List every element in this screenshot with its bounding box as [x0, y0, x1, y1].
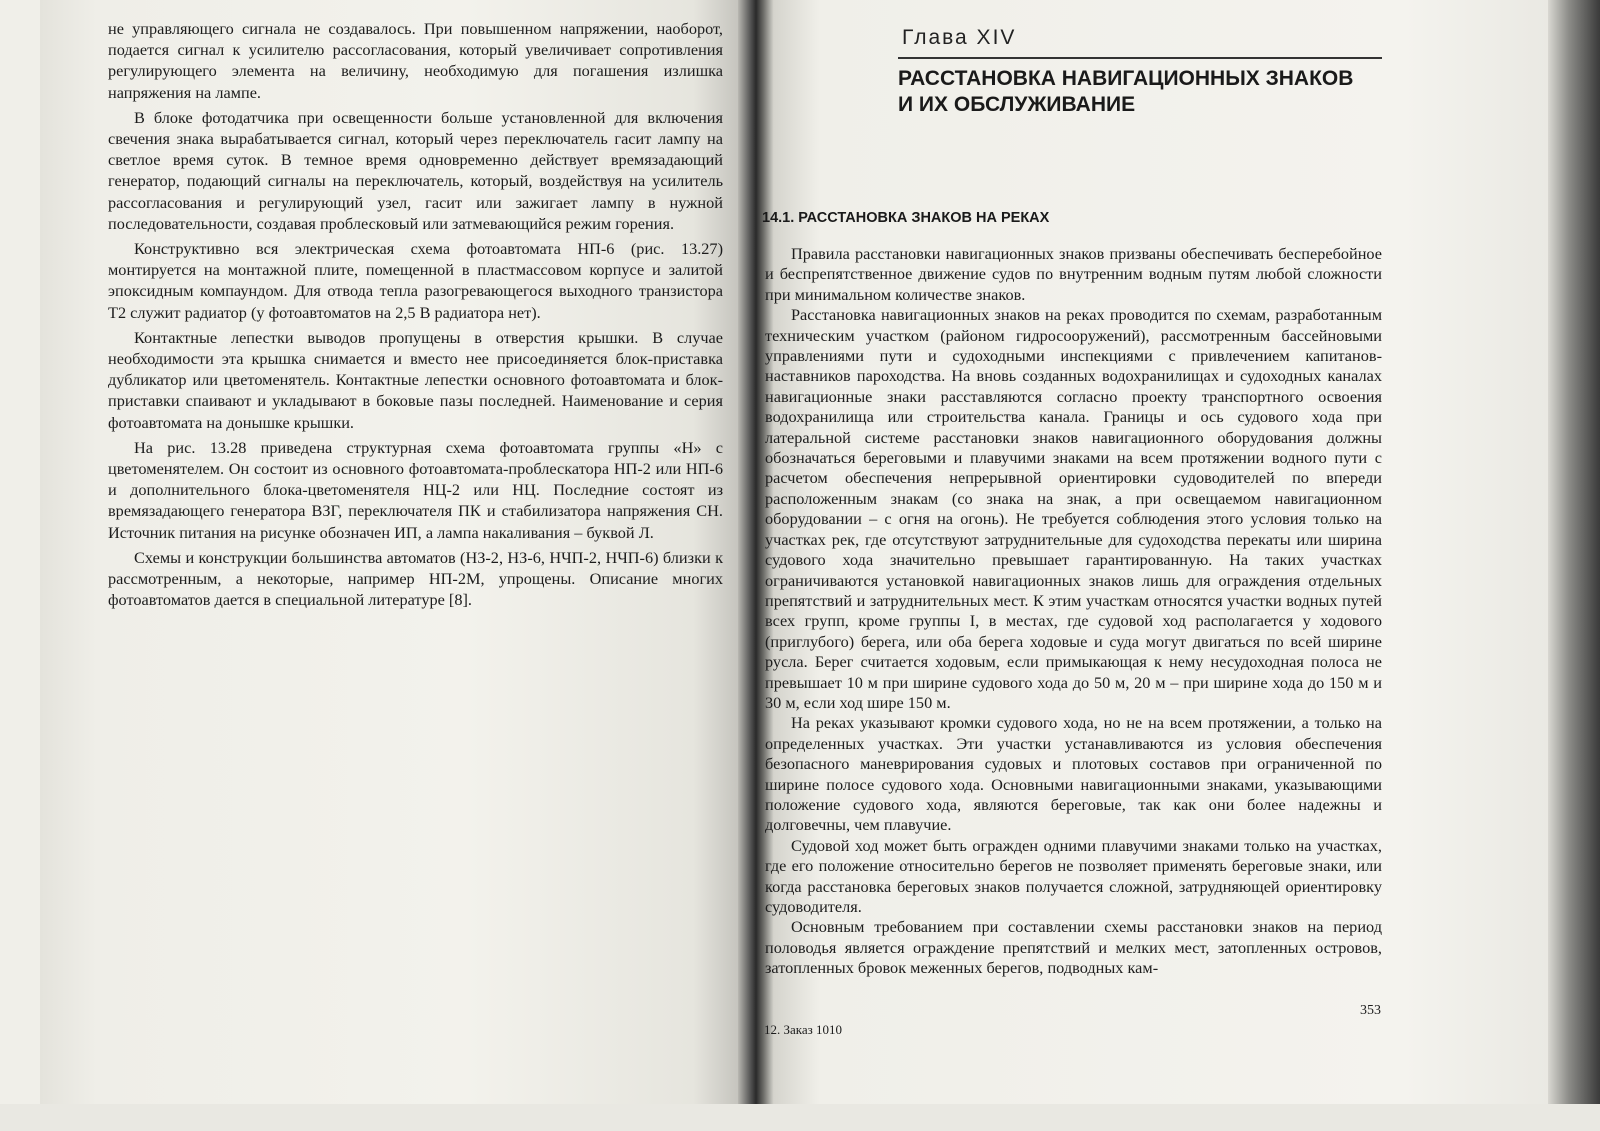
right-paragraph: Основным требованием при составлении схемы расстановки знаков на период половодья является ограждение препятствий и мелких мест, затопленных островов, затопленных бровок меженных берегов, подводных кам-	[765, 917, 1382, 978]
left-paragraph: не управляющего сигнала не создавалось. При повышенном напряжении, наоборот, подается сигнал к усилителю рассогласования, который увеличивает сопротивления регулирующего элемента на величину, необходимую для погашения излишка напряжения на лампе.	[108, 19, 723, 102]
right-paragraph: Расстановка навигационных знаков на реках проводится по схемам, разработанным техническим участком (районом гидросооружений), рассмотренным бассейновыми управлениями пути и судоходными инспекциями с привлечением капитанов-наставников пароходства. На вновь созданных водохранилищах и судоходных каналах навигационные знаки расставляются согласно проекту транспортного освоения водохранилища или строительства канала. Границы и ось судового хода при латеральной системе расстановки знаков навигационного оборудования должны обозначаться береговыми и плавучими знаками на всем протяжении водного пути с расчетом обеспечения непрерывной ориентировки судоводителей по впереди расположенным знакам (со знака на знак, а при освещаемом навигационном оборудовании – с огня на огонь). Не требуется соблюдения этого условия только на участках рек, где отсутствуют затруднительные для судоходства перекаты или ширина судового хода значительно превышает гарантированную. На таких участках ограничиваются установкой навигационных знаков лишь для ограждения отдельных препятствий и затруднительных мест. К этим участкам относятся участки водных путей всех групп, кроме группы I, в местах, где судовой ход располагается у ходового (приглубого) берега, или оба берега ходовые и суда могут двигаться по всей ширине русла. Берег считается ходовым, если примыкающая к нему несудоходная полоса не превышает 10 м при ширине судового хода до 50 м, 20 м – при ширине хода до 150 м и 30 м, если ход шире 150 м.	[765, 305, 1382, 712]
right-page-text	[765, 244, 1382, 979]
right-paragraph: Правила расстановки навигационных знаков призваны обеспечивать бесперебойное и беспрепятственное движение судов по внутренним водным путям любой сложности при минимальном количестве знаков.	[765, 244, 1382, 304]
right-paragraph: Судовой ход может быть огражден одними плавучими знаками только на участках, где его положение относительно берегов не позволяет применять береговые знаки, или когда расстановка береговых знаков получается сложной, затрудняющей ориентировку судоводителя.	[765, 835, 1382, 916]
page-edge-shadow	[1548, 0, 1600, 1131]
left-paragraph: На рис. 13.28 приведена структурная схема фотоавтомата группы «Н» с цветоменятелем. Он состоит из основного фотоавтомата-проблескатора НП-2 или НП-6 и дополнительного блока-цветоменятеля НЦ-2 или НЦ. Последние состоят из времязадающего генератора ВЗГ, переключателя ПК и стабилизатора напряжения СН. Источник питания на рисунке обозначен ИП, а лампа накаливания – буквой Л.	[108, 437, 723, 542]
chapter-rule	[898, 57, 1382, 59]
left-paragraph: Схемы и конструкции большинства автоматов (НЗ-2, НЗ-6, НЧП-2, НЧП-6) близки к рассмотренным, а некоторые, например НП-2М, упрощены. Описание многих фотоавтоматов дается в специальной литературе [8].	[108, 547, 723, 610]
page-number: 353	[1360, 1003, 1381, 1018]
chapter-title-line: И ИХ ОБСЛУЖИВАНИЕ	[898, 93, 1136, 116]
left-paragraph: Конструктивно вся электрическая схема фотоавтомата НП-6 (рис. 13.27) монтируется на монтажной плите, помещенной в пластмассовом корпусе и залитой эпоксидным компаундом. Для отвода тепла разогревающегося выходного транзистора Т2 служит радиатор (у фотоавтоматов на 2,5 В радиатора нет).	[108, 239, 723, 322]
right-paragraph: На реках указывают кромки судового хода, но не на всем протяжении, а только на определенных участках. Эти участки устанавливаются из условия обеспечения безопасного маневрирования судовых и плотовых составов при ограниченной по ширине полосе судового хода. Основными навигационными знаками, указывающими положение судового хода, являются береговые, так как они более надежны и долговечны, чем плавучие.	[765, 713, 1382, 835]
chapter-title-line: РАССТАНОВКА НАВИГАЦИОННЫХ ЗНАКОВ	[898, 67, 1354, 90]
left-paragraph: Контактные лепестки выводов пропущены в отверстия крышки. В случае необходимости эта крышка снимается и вместо нее присоединяется блок-приставка дубликатор или цветоменятель. Контактные лепестки основного фотоавтомата и блок-приставки спаивают и укладывают в боковые пазы последней. Наименование и серия фотоавтомата на донышке крышки.	[108, 327, 723, 432]
chapter-title	[898, 66, 1388, 118]
chapter-label: Глава XIV	[902, 26, 1017, 49]
bottom-edge	[0, 1104, 1600, 1131]
left-paragraph: В блоке фотодатчика при освещенности больше установленной для включения свечения знака вырабатывается сигнал, который через переключатель гасит лампу на светлое время суток. В темное время одновременно действует времязадающий генератор, подающий сигналы на переключатель, который, воздействуя на усилитель рассогласования и регулирующий узел, гасит или зажигает лампу в нужной последовательности, создавая проблесковый или затмевающийся режим горения.	[108, 107, 723, 233]
left-page-text	[108, 18, 723, 610]
footer-note: 12. Заказ 1010	[764, 1022, 843, 1037]
section-heading: 14.1. РАССТАНОВКА ЗНАКОВ НА РЕКАХ	[762, 210, 1050, 226]
